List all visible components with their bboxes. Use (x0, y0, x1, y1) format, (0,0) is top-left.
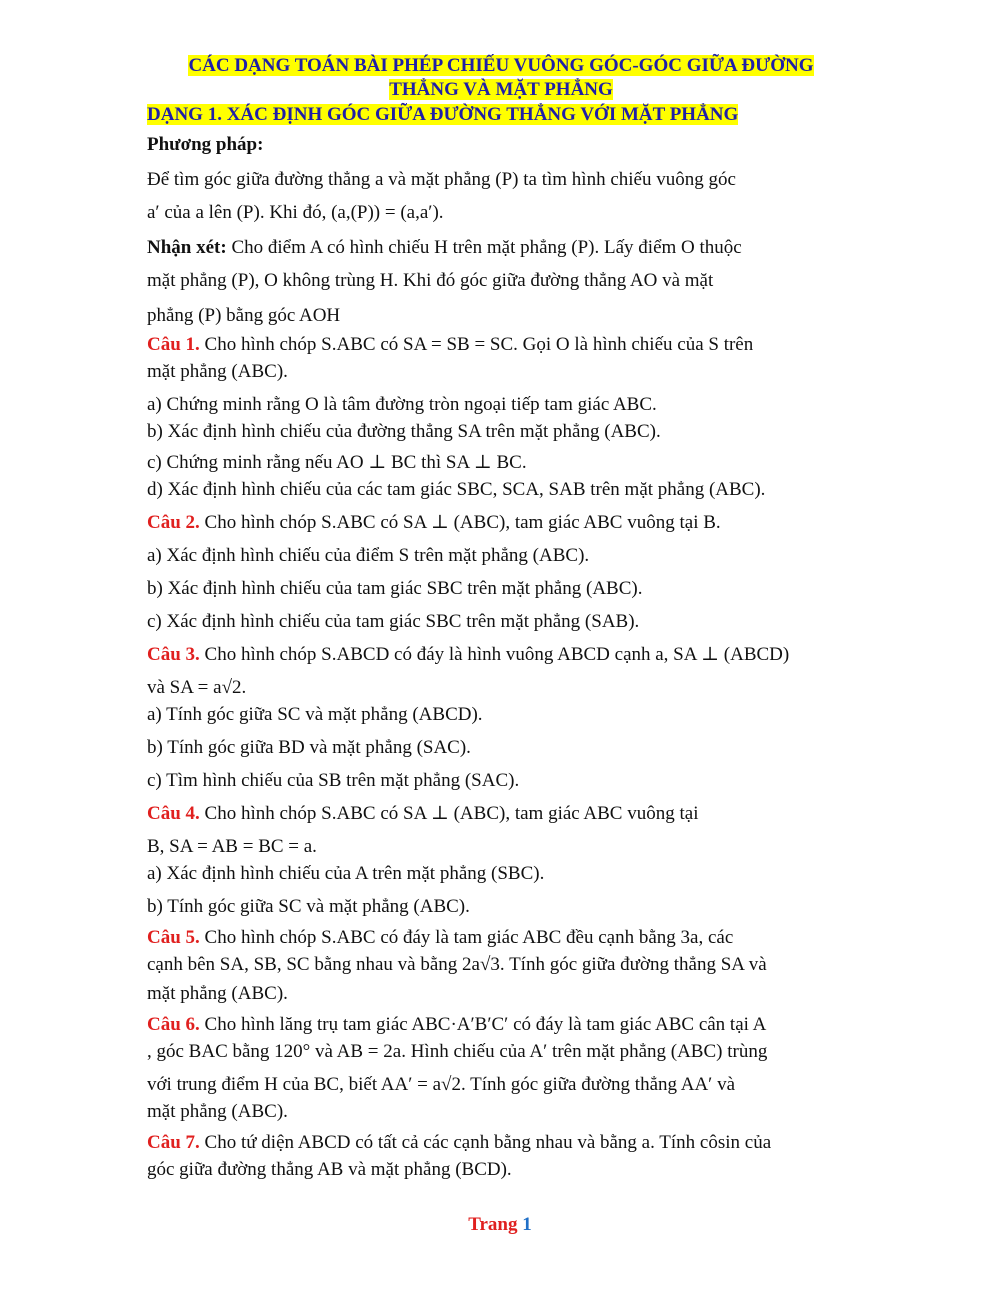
question-5-cont-2: mặt phẳng (ABC). (147, 983, 288, 1004)
remark-label: Nhận xét: (147, 237, 227, 258)
question-label: Câu 7. (147, 1132, 200, 1153)
question-3-cont: và SA = a√2. (147, 677, 247, 698)
question-7: Câu 7. Cho tứ diện ABCD có tất cả các cạnh bằng nhau và bằng a. Tính côsin của (147, 1132, 772, 1153)
question-6-cont-3: mặt phẳng (ABC). (147, 1101, 288, 1122)
question-label: Câu 1. (147, 334, 200, 355)
remark-line-2: mặt phẳng (P), O không trùng H. Khi đó góc giữa đường thẳng AO và mặt (147, 270, 714, 291)
question-7-cont: góc giữa đường thẳng AB và mặt phẳng (BCD). (147, 1159, 512, 1180)
question-6-cont: , góc BAC bằng 120° và AB = 2a. Hình chiếu của A′ trên mặt phẳng (ABC) trùng (147, 1041, 768, 1062)
question-6-cont-2: với trung điểm H của BC, biết AA′ = a√2. Tính góc giữa đường thẳng AA′ và (147, 1074, 735, 1095)
question-label: Câu 5. (147, 927, 200, 948)
question-1-part-b: b) Xác định hình chiếu của đường thẳng SA trên mặt phẳng (ABC). (147, 421, 661, 442)
remark-text: Cho điểm A có hình chiếu H trên mặt phẳng (P). Lấy điểm O thuộc (226, 237, 742, 258)
question-3-part-b: b) Tính góc giữa BD và mặt phẳng (SAC). (147, 737, 471, 758)
question-4-part-a: a) Xác định hình chiếu của A trên mặt phẳng (SBC). (147, 863, 545, 884)
question-6: Câu 6. Cho hình lăng trụ tam giác ABC·A′B′C′ có đáy là tam giác ABC cân tại A (147, 1014, 767, 1035)
question-3-part-a: a) Tính góc giữa SC và mặt phẳng (ABCD). (147, 704, 483, 725)
question-4-cont: B, SA = AB = BC = a. (147, 836, 317, 857)
question-1-cont: mặt phẳng (ABC). (147, 361, 288, 382)
question-2-part-c: c) Xác định hình chiếu của tam giác SBC trên mặt phẳng (SAB). (147, 611, 640, 632)
question-label: Câu 6. (147, 1014, 200, 1035)
question-1: Câu 1. Cho hình chóp S.ABC có SA = SB = SC. Gọi O là hình chiếu của S trên (147, 334, 754, 355)
title-line-1: CÁC DẠNG TOÁN BÀI PHÉP CHIẾU VUÔNG GÓC-GÓC GIỮA ĐƯỜNG (188, 55, 814, 76)
question-2-part-a: a) Xác định hình chiếu của điểm S trên mặt phẳng (ABC). (147, 545, 590, 566)
question-2: Câu 2. Cho hình chóp S.ABC có SA ⊥ (ABC), tam giác ABC vuông tại B. (147, 512, 721, 533)
question-3: Câu 3. Cho hình chóp S.ABCD có đáy là hình vuông ABCD cạnh a, SA ⊥ (ABCD) (147, 644, 790, 665)
method-line-2: a′ của a lên (P). Khi đó, (a,(P)) = (a,a′). (147, 202, 444, 223)
question-label: Câu 4. (147, 803, 200, 824)
section-heading: DẠNG 1. XÁC ĐỊNH GÓC GIỮA ĐƯỜNG THẲNG VỚI MẶT PHẲNG (147, 104, 739, 125)
document-title (147, 54, 855, 102)
method-heading: Phương pháp: (147, 134, 264, 155)
question-5: Câu 5. Cho hình chóp S.ABC có đáy là tam giác ABC đều cạnh bằng 3a, các (147, 927, 734, 948)
page-footer (0, 1214, 1000, 1236)
question-1-part-a: a) Chứng minh rằng O là tâm đường tròn ngoại tiếp tam giác ABC. (147, 394, 657, 415)
question-4: Câu 4. Cho hình chóp S.ABC có SA ⊥ (ABC), tam giác ABC vuông tại (147, 803, 699, 824)
question-label: Câu 3. (147, 644, 200, 665)
method-line-1: Để tìm góc giữa đường thẳng a và mặt phẳng (P) ta tìm hình chiếu vuông góc (147, 169, 736, 190)
question-5-cont: cạnh bên SA, SB, SC bằng nhau và bằng 2a√3. Tính góc giữa đường thẳng SA và (147, 954, 767, 975)
remark-paragraph (147, 234, 855, 261)
question-label: Câu 2. (147, 512, 200, 533)
question-3-part-c: c) Tìm hình chiếu của SB trên mặt phẳng (SAC). (147, 770, 520, 791)
question-4-part-b: b) Tính góc giữa SC và mặt phẳng (ABC). (147, 896, 470, 917)
page-number: 1 (522, 1214, 532, 1235)
content (147, 54, 855, 1183)
remark-line-3: phẳng (P) bằng góc AOH (147, 305, 341, 326)
title-line-2: THẲNG VÀ MẶT PHẲNG (389, 79, 613, 100)
question-1-part-c: c) Chứng minh rằng nếu AO ⊥ BC thì SA ⊥ BC. (147, 452, 527, 473)
page-label: Trang (468, 1214, 518, 1235)
question-1-part-d: d) Xác định hình chiếu của các tam giác SBC, SCA, SAB trên mặt phẳng (ABC). (147, 479, 766, 500)
question-2-part-b: b) Xác định hình chiếu của tam giác SBC trên mặt phẳng (ABC). (147, 578, 643, 599)
